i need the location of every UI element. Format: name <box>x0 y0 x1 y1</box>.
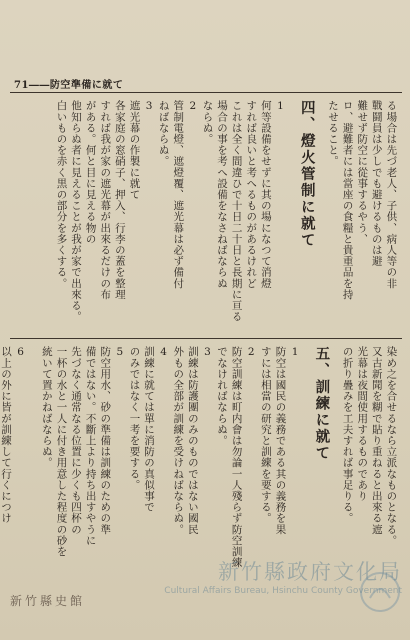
text-column: 1 <box>289 346 302 359</box>
text-column: 防空は國民の義務である其の義務を果 <box>274 346 287 535</box>
text-column: これは全く間違ひで十日二十日と長期に亘る <box>230 100 243 322</box>
text-column: でなければならぬ。 <box>216 346 229 446</box>
text-column: 光幕は夜間使用するものであり <box>356 346 369 502</box>
text-column: 染め之を合せるなら立派なものとなる。 <box>385 346 398 546</box>
text-column: 3 <box>143 100 156 113</box>
text-column: の折り疊みを工夫すれば事足りる。 <box>341 346 354 524</box>
text-column: ならぬ。 <box>201 100 214 145</box>
text-column: 又古新聞を糊で貼り重ねると出來る遮 <box>370 346 383 535</box>
text-column: 5 <box>113 346 126 359</box>
watermark <box>164 556 402 596</box>
text-column: 何等設備をせずに其の場になつて消燈 <box>259 100 272 289</box>
archive-stamp: 新竹縣史館 <box>10 594 86 608</box>
text-column: 外もの全部が訓練を受けねばならぬ。 <box>172 346 185 535</box>
text-column: 五、訓練に就て <box>313 346 331 462</box>
text-column: がある。何と目に見える物の <box>84 100 97 245</box>
text-column: 3 <box>201 346 214 359</box>
watermark-title: 新竹縣政府文化局 <box>218 560 402 584</box>
text-column: 防空訓練は町内會は勿論一人殘らず防空訓練 <box>230 346 243 568</box>
text-column: 備ではない。不斷上より持ち出すやうに <box>84 346 97 546</box>
text-column: たせること。 <box>327 100 339 167</box>
text-column: 訓練は防護團のみのものではない國民 <box>186 346 199 535</box>
text-column: 遮光幕の作製に就て <box>128 100 141 200</box>
text-column: 防空用水、砂の準備は訓練のための準 <box>99 346 112 535</box>
text-column: 管制電燈、遮燈覆、遮光幕は必ず備付 <box>172 100 185 289</box>
text-column: る場合は先づ老人、子供、病人等の非 <box>385 100 398 289</box>
text-column: 以上の外に皆が訓練して行くにつけ <box>0 346 12 524</box>
watermark-subtitle: Cultural Affairs Bureau, Hsinchu County Government <box>164 586 402 596</box>
running-header: 71――防空準備に就て <box>14 80 124 91</box>
text-column: ねばならぬ。 <box>157 100 170 167</box>
text-column: すれば我が家の遮光幕が出來るだけの布 <box>99 100 112 300</box>
text-column: 6 <box>14 346 27 359</box>
text-column: 2 <box>245 346 258 359</box>
text-column: 四、燈火管制に就て <box>298 100 316 249</box>
text-column: 他知らぬ者に見えることが我が家で出來る。 <box>70 100 83 322</box>
text-column: 4 <box>157 346 170 359</box>
text-column: 戰鬪員は少しでも避けるものは避 <box>370 100 383 267</box>
header-rule <box>10 92 402 93</box>
text-column: すには相當の研究と訓練を要する。 <box>259 346 272 524</box>
text-column: 場合の事を考へ設備をなさねばならぬ <box>216 100 229 289</box>
text-column: 先づなく通常なる位置に少くも四杯の <box>70 346 83 535</box>
text-column: 一杯の水と一人に付き用意した程度の砂を <box>55 346 68 557</box>
section-divider <box>10 338 402 339</box>
text-column: すれば良いと考へるものがあるけれど <box>245 100 258 289</box>
text-column: 統いて置かねばならぬ。 <box>40 346 53 469</box>
text-column: 2 <box>186 100 199 113</box>
text-column: のみではなく一考を要する。 <box>128 346 141 491</box>
text-column: ロ、避難者には當座の食糧と貴重品を持 <box>341 100 354 300</box>
text-column: 各家庭の窓硝子、押入、行李の蓋を整理 <box>113 100 126 300</box>
text-column: 訓練に就ては單に消防の真似事で <box>143 346 156 513</box>
text-column: 白いものを赤く黒の部分を多くする。 <box>55 100 68 289</box>
text-column: 難せず防空に從事するやう、 <box>356 100 369 245</box>
text-column: 1 <box>274 100 287 113</box>
